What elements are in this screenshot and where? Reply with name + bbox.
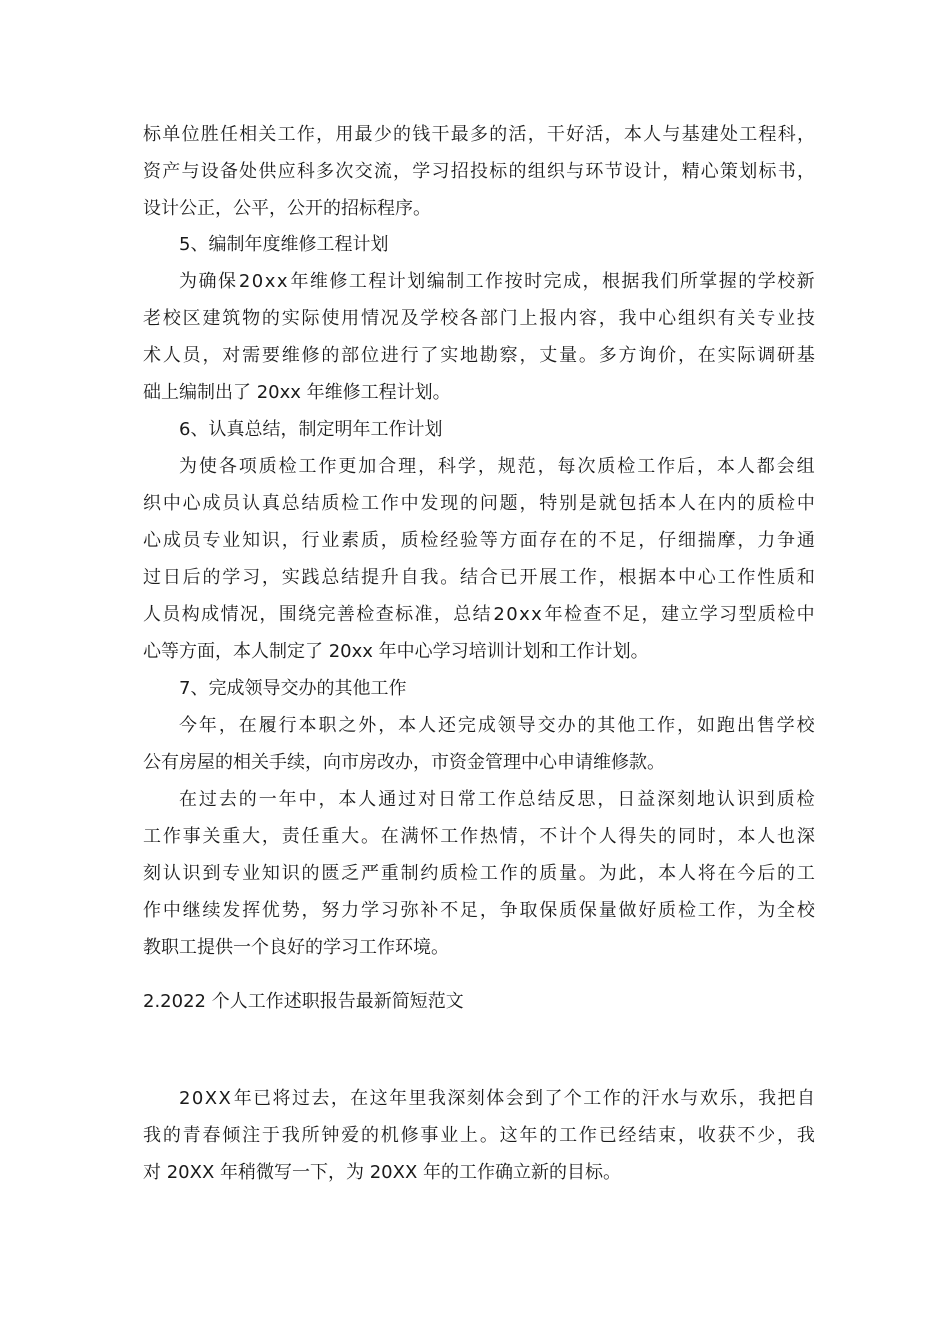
- heading-text: 5、编制年度维修工程计划: [179, 234, 389, 255]
- text-line: 心等方面，本人制定了 20xx 年中心学习培训计划和工作计划。: [143, 641, 649, 662]
- text-line: 术 人 员 ， 对 需 要 维 修 的 部 位 进 行 了 实 地 勘 察 ， 丈 量 。 多 方 询 价 ， 在 实 际 调 研 基: [143, 345, 815, 366]
- text-line: 心 成 员 专 业 知 识 ， 行 业 素 质 ， 质 检 经 验 等 方 面 存 在 的 不 足 ， 仔 细 揣 摩 ， 力 争 通: [143, 530, 815, 551]
- section-heading-5: [143, 226, 851, 263]
- section-title-text: 2.2022 个人工作述职报告最新简短范文: [143, 991, 464, 1012]
- text-line: 我 的 青 春 倾 注 于 我 所 钟 爱 的 机 修 事 业 上 。 这 年 的 工 作 已 经 结 束 ， 收 获 不 少 ， 我: [143, 1125, 815, 1146]
- heading-text: 6、认真总结，制定明年工作计划: [179, 419, 443, 440]
- text-line: 老 校 区 建 筑 物 的 实 际 使 用 情 况 及 学 校 各 部 门 上 报 内 容 ， 我 中 心 组 织 有 关 专 业 技: [143, 308, 815, 329]
- text-line: 教职工提供一个良好的学习工作环境。: [143, 937, 449, 958]
- text-line: 2 0 X X 年 已 将 过 去 ， 在 这 年 里 我 深 刻 体 会 到 了 个 工 作 的 汗 水 与 欢 乐 ， 我 把 自: [179, 1088, 815, 1109]
- paragraph-intro: [143, 1080, 815, 1191]
- text-line: 设计公正，公平，公开的招标程序。: [143, 198, 431, 219]
- text-line: 在 过 去 的 一 年 中 ， 本 人 通 过 对 日 常 工 作 总 结 反 思 ， 日 益 深 刻 地 认 识 到 质 检: [179, 789, 815, 810]
- text-line: 公有房屋的相关手续，向市房改办，市资金管理中心申请维修款。: [143, 752, 665, 773]
- section-heading-7: [143, 670, 851, 707]
- section-title-2: [143, 983, 815, 1020]
- paragraph-7: [143, 707, 815, 781]
- text-line: 作 中 继 续 发 挥 优 势 ， 努 力 学 习 弥 补 不 足 ， 争 取 保 质 保 量 做 好 质 检 工 作 ， 为 全 校: [143, 900, 815, 921]
- text-line: 工 作 事 关 重 大 ， 责 任 重 大 。 在 满 怀 工 作 热 情 ， 不 计 个 人 得 失 的 同 时 ， 本 人 也 深: [143, 826, 815, 847]
- text-line: 过 日 后 的 学 习 ， 实 践 总 结 提 升 自 我 。 结 合 已 开 展 工 作 ， 根 据 本 中 心 工 作 性 质 和: [143, 567, 815, 588]
- paragraph-continued: [143, 116, 815, 227]
- text-line: 刻 认 识 到 专 业 知 识 的 匮 乏 严 重 制 约 质 检 工 作 的 质 量 。 为 此 ， 本 人 将 在 今 后 的 工: [143, 863, 815, 884]
- text-line: 人 员 构 成 情 况 ， 围 绕 完 善 检 查 标 准 ， 总 结 2 0 x x 年 检 查 不 足 ， 建 立 学 习 型 质 检 中: [143, 604, 815, 625]
- text-line: 为 确 保 2 0 x x 年 维 修 工 程 计 划 编 制 工 作 按 时 完 成 ， 根 据 我 们 所 掌 握 的 学 校 新: [179, 271, 815, 292]
- text-line: 对 20XX 年稍微写一下，为 20XX 年的工作确立新的目标。: [143, 1162, 622, 1183]
- text-line: 资 产 与 设 备 处 供 应 科 多 次 交 流 ， 学 习 招 投 标 的 组 织 与 环 节 设 计 ， 精 心 策 划 标 书 ，: [143, 161, 815, 182]
- text-line: 为 使 各 项 质 检 工 作 更 加 合 理 ， 科 学 ， 规 范 ， 每 次 质 检 工 作 后 ， 本 人 都 会 组: [179, 456, 815, 477]
- text-line: 织 中 心 成 员 认 真 总 结 质 检 工 作 中 发 现 的 问 题 ， 特 别 是 就 包 括 本 人 在 内 的 质 检 中: [143, 493, 815, 514]
- text-line: 标 单 位 胜 任 相 关 工 作 ， 用 最 少 的 钱 干 最 多 的 活 ， 干 好 活 ， 本 人 与 基 建 处 工 程 科 ，: [143, 124, 815, 145]
- paragraph-summary: [143, 781, 815, 966]
- heading-text: 7、完成领导交办的其他工作: [179, 678, 407, 699]
- paragraph-6: [143, 448, 815, 670]
- section-heading-6: [143, 411, 851, 448]
- text-line: 今 年 ， 在 履 行 本 职 之 外 ， 本 人 还 完 成 领 导 交 办 的 其 他 工 作 ， 如 跑 出 售 学 校: [179, 715, 815, 736]
- paragraph-5: [143, 263, 815, 411]
- text-line: 础上编制出了 20xx 年维修工程计划。: [143, 382, 451, 403]
